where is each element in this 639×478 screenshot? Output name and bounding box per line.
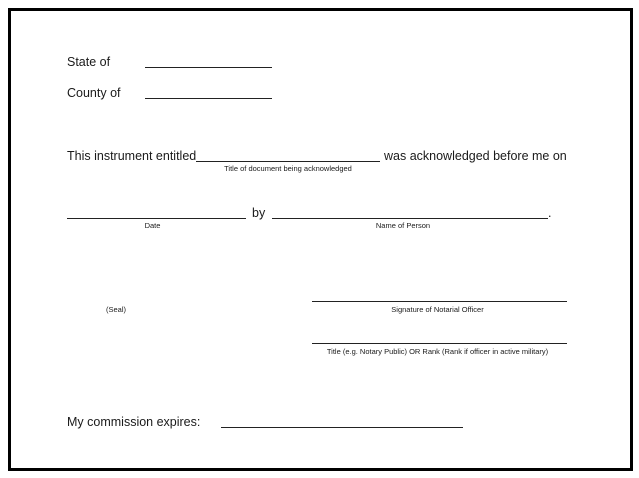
commission-label: My commission expires:: [67, 415, 201, 429]
document-title-blank-line[interactable]: [196, 161, 380, 162]
person-name-blank-line[interactable]: [272, 218, 548, 219]
title-rank-caption: Title (e.g. Notary Public) OR Rank (Rank if officer in active military): [326, 347, 549, 356]
by-label: by: [252, 206, 266, 220]
document-border: [8, 8, 633, 471]
state-label: State of: [67, 55, 111, 69]
date-blank-line[interactable]: [67, 218, 246, 219]
instrument-prefix-text: This instrument entitled: [67, 149, 197, 163]
county-label: County of: [67, 86, 121, 100]
seal-label: (Seal): [106, 305, 127, 314]
instrument-suffix-text: was acknowledged before me on: [384, 149, 567, 163]
period-mark: .: [548, 206, 552, 220]
date-caption: Date: [144, 221, 161, 230]
title-rank-blank-line[interactable]: [312, 343, 567, 344]
state-blank-line[interactable]: [145, 67, 272, 68]
name-caption: Name of Person: [375, 221, 431, 230]
document-title-caption: Title of document being acknowledged: [224, 164, 352, 173]
commission-expiry-blank-line[interactable]: [221, 427, 463, 428]
county-blank-line[interactable]: [145, 98, 272, 99]
signature-blank-line[interactable]: [312, 301, 567, 302]
signature-caption: Signature of Notarial Officer: [391, 305, 484, 314]
